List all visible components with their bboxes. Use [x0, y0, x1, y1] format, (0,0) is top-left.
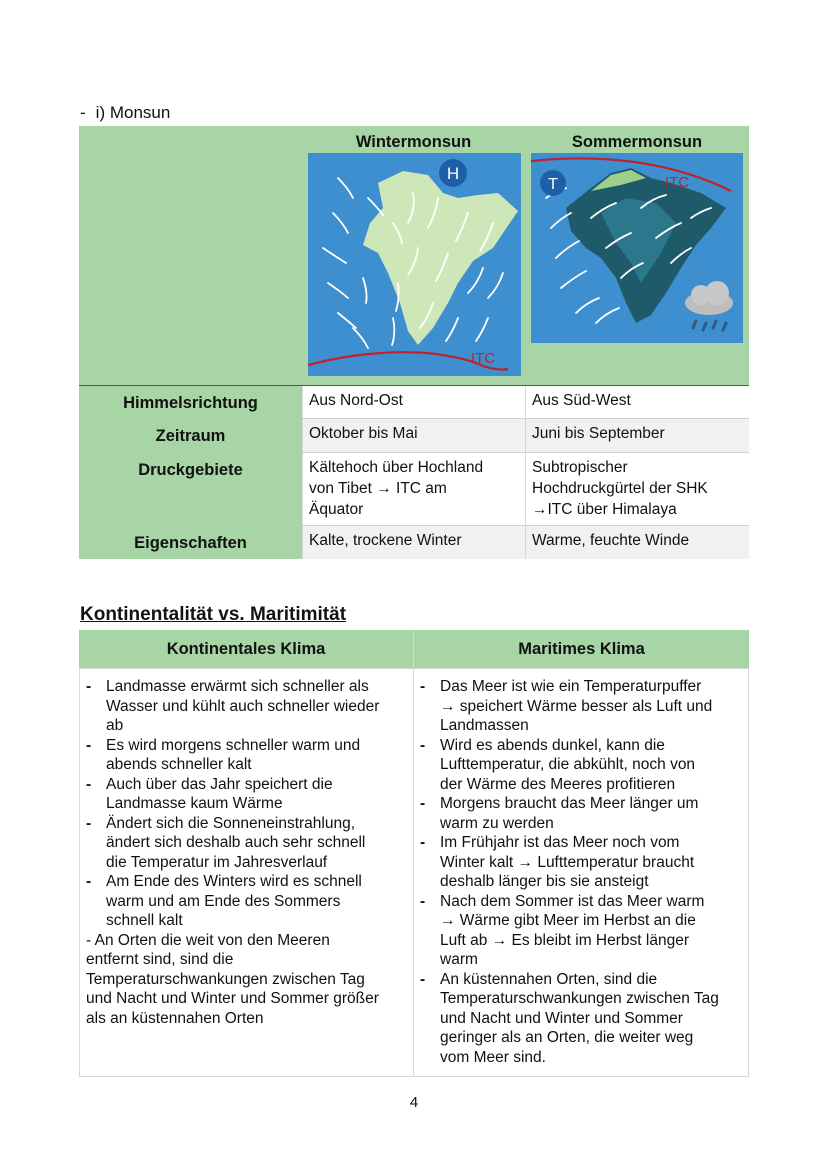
list-item: - Auch über das Jahr speichert die Landmasse kaum Wärme: [80, 775, 413, 814]
winter-itc-label: ITC: [470, 350, 496, 367]
heading-dash: -: [80, 103, 86, 122]
list-item: - Nach dem Sommer ist das Meer warm → Wärme gibt Meer im Herbst an die Luft ab → Es bleibt im Herbst länger warm: [414, 892, 748, 970]
summer-map-cell: [525, 126, 749, 385]
winter-monsoon-map: [308, 153, 521, 376]
heading-text: i) Monsun: [95, 103, 171, 122]
row-label-eigenschaften: Eigenschaften: [79, 525, 302, 559]
kontinental-column: [79, 668, 414, 1077]
eigenschaften-summer: Warme, feuchte Winde: [525, 525, 749, 559]
maritim-list: [414, 677, 748, 1067]
list-item: - Landmasse erwärmt sich schneller als Wasser und kühlt auch schneller wieder ab: [80, 677, 413, 736]
kontinentalitaet-heading: Kontinentalität vs. Maritimität: [80, 604, 347, 625]
himmelsrichtung-summer: Aus Süd-West: [525, 385, 749, 418]
col-header-kontinental: Kontinentales Klima: [79, 630, 413, 668]
summer-pressure-label: T: [548, 176, 558, 193]
list-item: - Am Ende des Winters wird es schnell warm und am Ende des Sommers schnell kalt: [80, 872, 413, 931]
list-item: - Ändert sich die Sonneneinstrahlung, ändert sich deshalb auch sehr schnell die Temperatur im Jahresverlauf: [80, 814, 413, 873]
zeitraum-summer: Juni bis September: [525, 418, 749, 452]
druckgebiete-summer-line: →ITC über Himalaya: [532, 501, 677, 518]
section-heading: [80, 103, 170, 123]
winter-map-cell: [302, 126, 525, 385]
druckgebiete-winter-line: Äquator: [309, 501, 364, 518]
list-item: - Es wird morgens schneller warm und abends schneller kalt: [80, 736, 413, 775]
summer-title: Sommermonsun: [571, 133, 703, 151]
druckgebiete-winter-line: von Tibet → ITC am: [309, 480, 447, 497]
winter-title: Wintermonsun: [355, 133, 472, 151]
druckgebiete-summer-line: Subtropischer: [532, 459, 628, 476]
himmelsrichtung-winter: Aus Nord-Ost: [302, 385, 525, 418]
list-item: - Das Meer ist wie ein Temperaturpuffer → speichert Wärme besser als Luft und Landmassen: [414, 677, 748, 736]
druckgebiete-summer-line: Hochdruckgürtel der SHK: [532, 480, 708, 497]
maritim-column: [413, 668, 749, 1077]
row-label-himmelsrichtung: Himmelsrichtung: [79, 385, 302, 418]
table-corner-cell: [79, 126, 302, 385]
list-item: - An küstennahen Orten, sind die Temperaturschwankungen zwischen Tag und Nacht und Winter und Sommer geringer als an Orten, die weiter weg vom Meer sind.: [414, 970, 748, 1068]
kontinental-list: [80, 677, 413, 931]
druckgebiete-winter: [302, 452, 525, 525]
kontinental-summary: - An Orten die weit von den Meeren entfernt sind, sind die Temperaturschwankungen zwischen Tag und Nacht und Winter und Sommer größer als an küstennahen Orten: [86, 931, 379, 1027]
eigenschaften-winter: Kalte, trockene Winter: [302, 525, 525, 559]
page-number: 4: [409, 1094, 419, 1111]
col-header-maritim: Maritimes Klima: [413, 630, 749, 668]
list-item: - Im Frühjahr ist das Meer noch vom Winter kalt → Lufttemperatur braucht deshalb länger bis sie ansteigt: [414, 833, 748, 892]
row-label-druckgebiete: Druckgebiete: [79, 452, 302, 525]
list-item: - Morgens braucht das Meer länger um warm zu werden: [414, 794, 748, 833]
winter-pressure-label: H: [446, 164, 460, 183]
list-item: - Wird es abends dunkel, kann die Lufttemperatur, die abkühlt, noch von der Wärme des Meeres profitieren: [414, 736, 748, 795]
summer-monsoon-map: [531, 153, 743, 343]
row-label-zeitraum: Zeitraum: [79, 418, 302, 452]
druckgebiete-winter-line: Kältehoch über Hochland: [309, 459, 484, 476]
klima-comparison-table: [79, 630, 749, 1077]
druckgebiete-summer: [525, 452, 749, 525]
zeitraum-winter: Oktober bis Mai: [302, 418, 525, 452]
summer-itc-label: ITC: [664, 174, 690, 191]
